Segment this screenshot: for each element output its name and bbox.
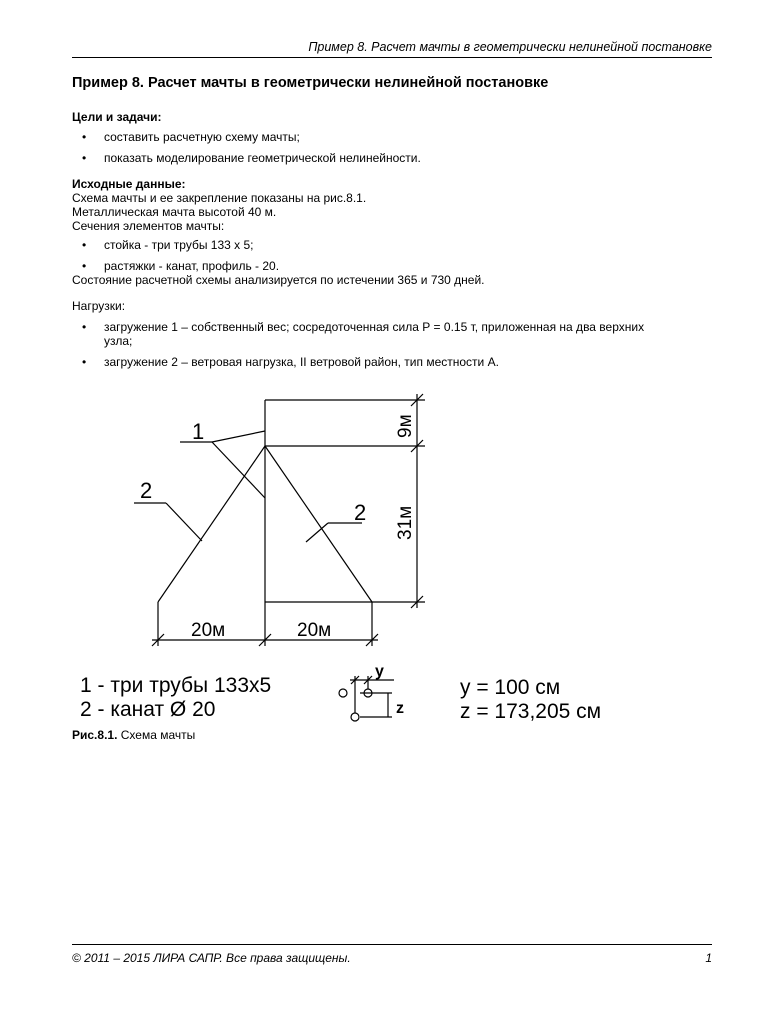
- input-section: [72, 177, 712, 287]
- input-after: Состояние расчетной схемы анализируется по истечении 365 и 730 дней.: [72, 273, 485, 287]
- input-line: Металлическая мачта высотой 40 м.: [72, 205, 277, 219]
- leader-2-left: [166, 503, 202, 541]
- label-2-right: 2: [354, 500, 367, 525]
- loads-heading: Нагрузки:: [72, 299, 126, 313]
- y-value: y = 100 см: [460, 676, 561, 699]
- page-title: Пример 8. Расчет мачты в геометрически нелинейной постановке: [72, 75, 549, 91]
- caption-label: Рис.8.1.: [72, 728, 118, 742]
- input-line: Сечения элементов мачты:: [72, 219, 225, 233]
- caption-text: Схема мачты: [117, 728, 196, 742]
- dim-right-label: 20м: [297, 620, 332, 641]
- running-header-text: Пример 8. Расчет мачты в геометрически нелинейной постановке: [308, 40, 712, 54]
- list-item: • загружение 2 – ветровая нагрузка, II ветровой район, тип местности А.: [72, 355, 712, 369]
- dim-side-label: 31м: [395, 505, 416, 540]
- pipe-circle: [351, 713, 359, 721]
- mast-figure: [72, 380, 692, 725]
- label-1: 1: [192, 419, 205, 444]
- footer-copyright: © 2011 – 2015 ЛИРА САПР. Все права защищены.: [72, 951, 351, 965]
- goals-section: [72, 110, 712, 172]
- legend-1: 1 - три трубы 133х5: [80, 674, 272, 697]
- axis-y-label: y: [375, 663, 384, 680]
- list-item: • загружение 1 – собственный вес; сосредоточенная сила Р = 0.15 т, приложенная на два верхних узла;: [72, 320, 712, 348]
- running-header: [72, 40, 712, 58]
- axis-z-label: z: [396, 700, 404, 717]
- loads-list: [72, 320, 712, 369]
- list-item: • стойка - три трубы 133 х 5;: [72, 238, 712, 252]
- label-2-left: 2: [140, 478, 153, 503]
- input-heading: Исходные данные:: [72, 177, 186, 191]
- section-sketch: [339, 676, 394, 721]
- page-number: 1: [705, 951, 712, 965]
- legend-2: 2 - канат Ø 20: [80, 698, 216, 721]
- guy-left: [158, 446, 265, 602]
- z-value: z = 173,205 см: [460, 700, 602, 723]
- dim-top-label: 9м: [395, 414, 416, 438]
- dim-left-label: 20м: [191, 620, 226, 641]
- input-list: [72, 238, 712, 273]
- list-item: • растяжки - канат, профиль - 20.: [72, 259, 712, 273]
- list-item: • показать моделирование геометрической нелинейности.: [72, 151, 712, 165]
- footer: [72, 944, 712, 965]
- goals-list: [72, 130, 712, 165]
- leader-1-a: [212, 431, 265, 442]
- pipe-circle: [339, 689, 347, 697]
- input-line: Схема мачты и ее закрепление показаны на рис.8.1.: [72, 191, 367, 205]
- goals-heading: Цели и задачи:: [72, 110, 162, 124]
- leader-1-b: [212, 442, 265, 498]
- loads-section: [72, 299, 712, 376]
- figure-caption: [72, 728, 195, 742]
- list-item: • составить расчетную схему мачты;: [72, 130, 712, 144]
